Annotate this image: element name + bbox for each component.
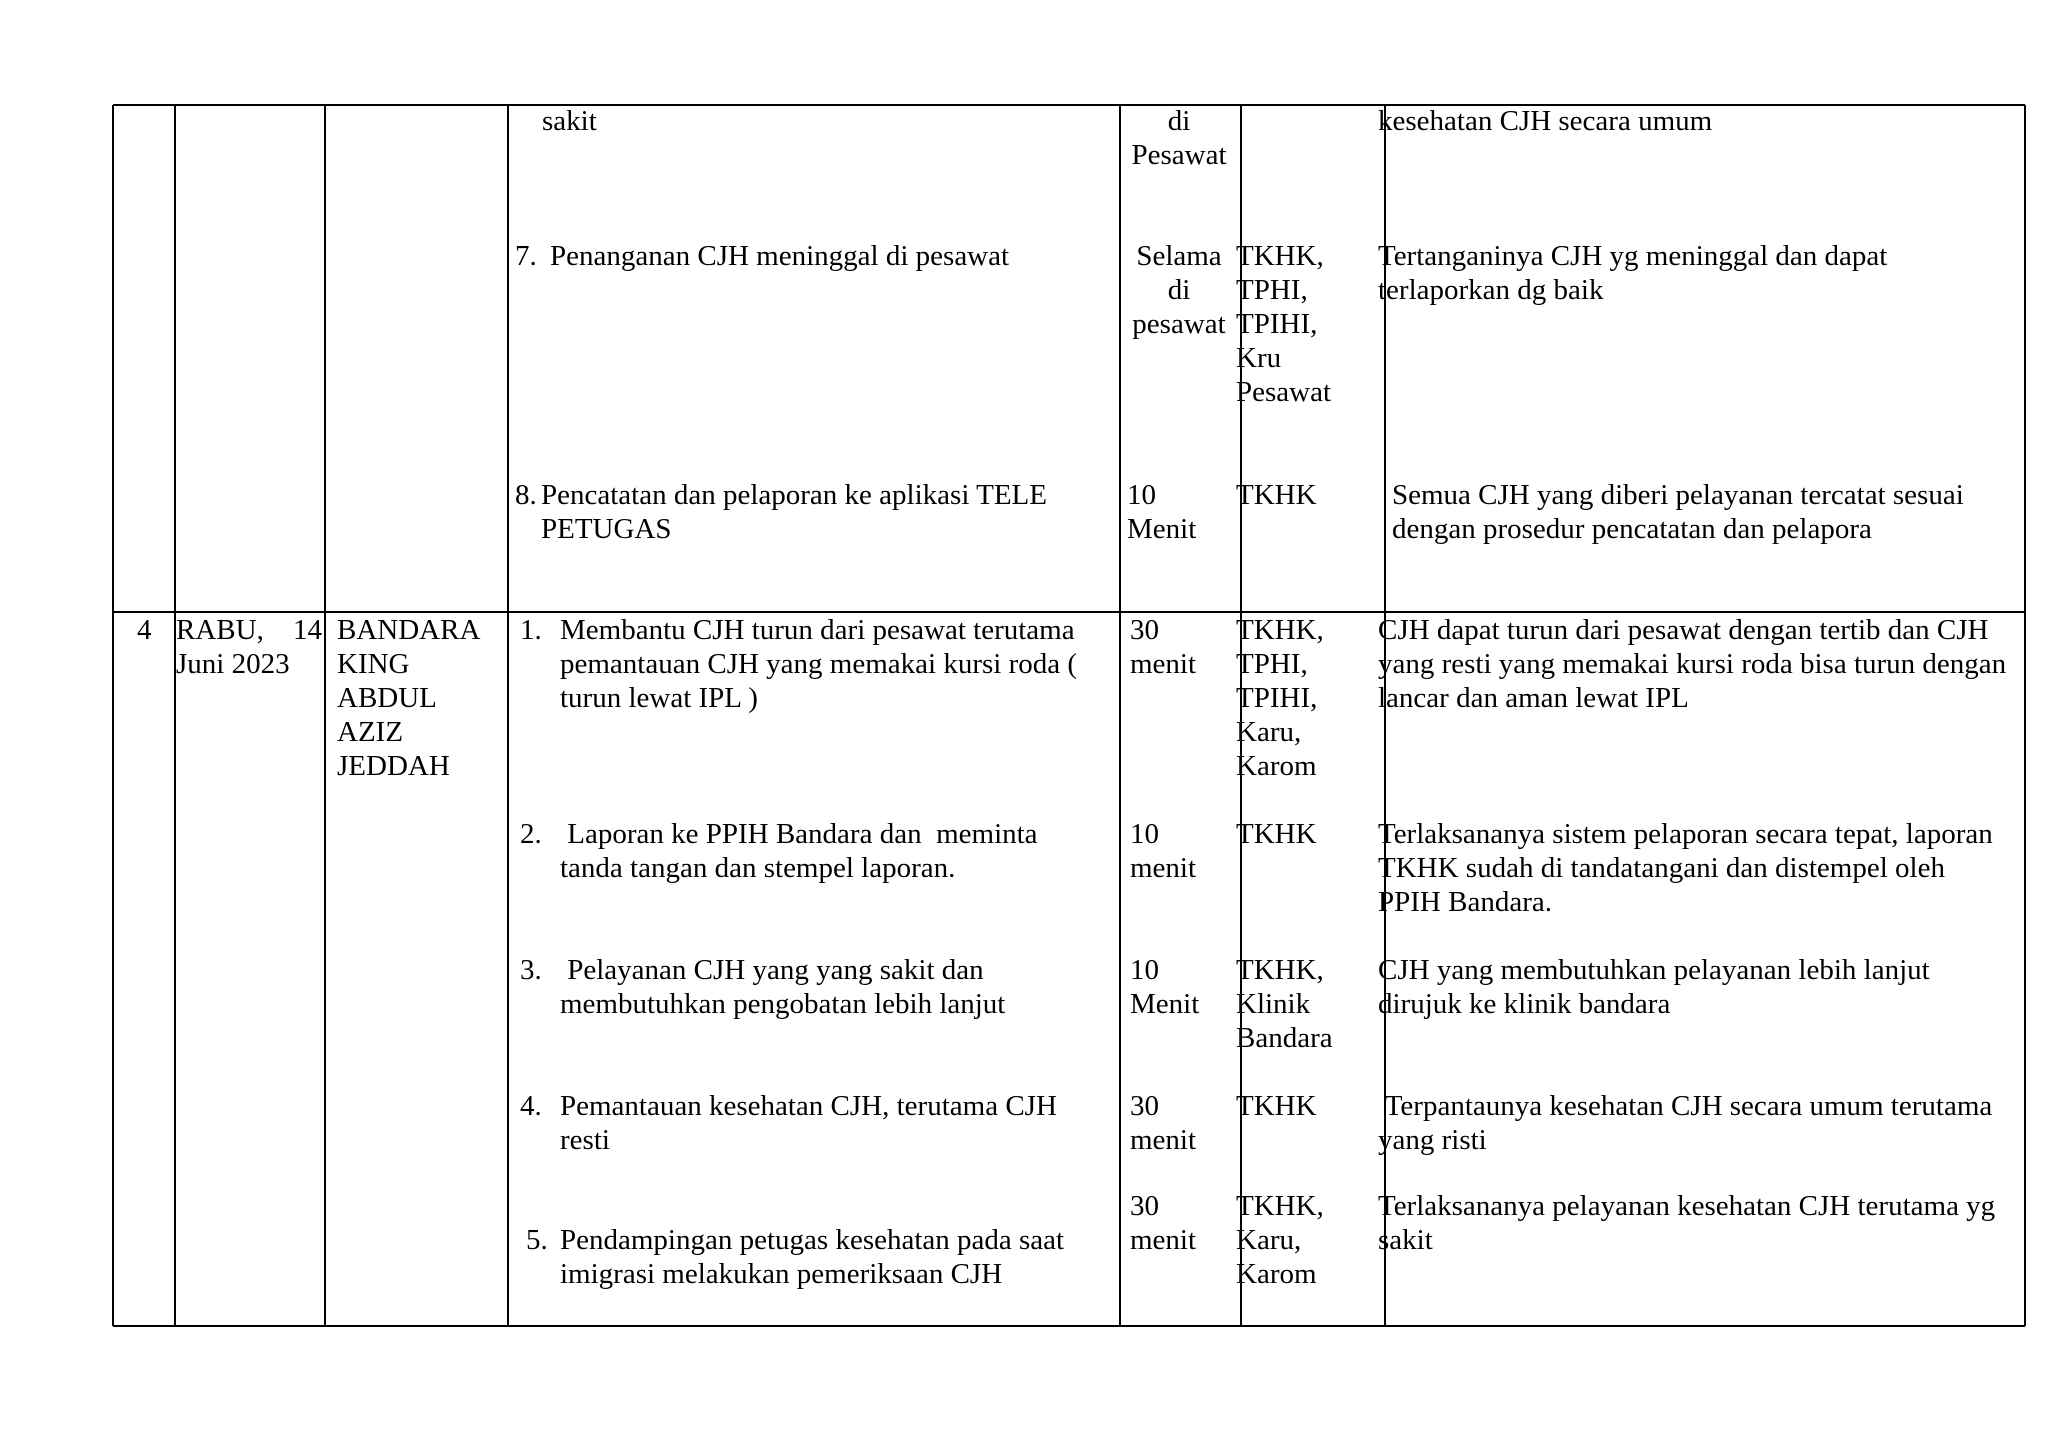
- staff-text: Pesawat: [1236, 376, 1332, 408]
- staff-text: TKHK: [1236, 479, 1317, 511]
- staff-text: TKHK,: [1236, 614, 1324, 646]
- staff-text: Klinik: [1236, 988, 1311, 1020]
- output-text: Terpantaunya kesehatan CJH secara umum terutama: [1378, 1090, 1993, 1122]
- task-text: tanda tangan dan stempel laporan.: [560, 852, 956, 884]
- duration-text: Menit: [1130, 988, 1200, 1020]
- staff-text: Karu,: [1236, 716, 1302, 748]
- duration-text: 30: [1130, 1190, 1159, 1222]
- staff-text: Karom: [1236, 1258, 1317, 1290]
- task-number: 2.: [520, 818, 542, 850]
- staff-text: Karom: [1236, 750, 1317, 782]
- task-number: 4.: [520, 1090, 542, 1122]
- staff-text: Kru: [1236, 342, 1282, 374]
- output-text: CJH dapat turun dari pesawat dengan tertib dan CJH: [1378, 614, 1989, 646]
- task-text: imigrasi melakukan pemeriksaan CJH: [560, 1258, 1003, 1290]
- staff-text: Bandara: [1236, 1022, 1333, 1054]
- output-text: yang risti: [1378, 1124, 1487, 1156]
- task-number: 7.: [515, 240, 537, 272]
- output-text: lancar dan aman lewat IPL: [1378, 682, 1689, 714]
- duration-text: 10: [1127, 479, 1156, 511]
- output-text: kesehatan CJH secara umum: [1378, 105, 1713, 137]
- staff-text: TKHK: [1236, 818, 1317, 850]
- output-text: terlaporkan dg baik: [1378, 274, 1604, 306]
- output-text: sakit: [1378, 1224, 1433, 1256]
- duration-text: Menit: [1127, 513, 1197, 545]
- duration-text: menit: [1130, 1124, 1197, 1156]
- staff-text: TPHI,: [1236, 648, 1308, 680]
- duration-text: 10: [1130, 954, 1159, 986]
- task-number: 3.: [520, 954, 542, 986]
- task-text: PETUGAS: [541, 513, 672, 545]
- output-text: Semua CJH yang diberi pelayanan tercatat sesuai: [1392, 479, 1964, 511]
- task-text: Pendampingan petugas kesehatan pada saat: [560, 1224, 1065, 1256]
- task-text: Penanganan CJH meninggal di pesawat: [550, 240, 1010, 272]
- duration-text: di: [1167, 105, 1191, 137]
- duration-text: menit: [1130, 1224, 1197, 1256]
- output-text: yang resti yang memakai kursi roda bisa turun dengan: [1378, 648, 2007, 680]
- output-text: Tertanganinya CJH yg meninggal dan dapat: [1378, 240, 1888, 272]
- output-text: dengan prosedur pencatatan dan pelapora: [1392, 513, 1872, 545]
- staff-text: TKHK,: [1236, 954, 1324, 986]
- duration-text: menit: [1130, 648, 1197, 680]
- staff-text: TKHK: [1236, 1090, 1317, 1122]
- duration-text: 30: [1130, 1090, 1159, 1122]
- date-text: RABU,: [176, 614, 264, 646]
- date-text: 14: [293, 614, 322, 646]
- staff-text: Karu,: [1236, 1224, 1302, 1256]
- task-number: 1.: [520, 614, 542, 646]
- output-text: PPIH Bandara.: [1378, 886, 1552, 918]
- output-text: CJH yang membutuhkan pelayanan lebih lanjut: [1378, 954, 1930, 986]
- staff-text: TPIHI,: [1236, 308, 1318, 340]
- row-number: 4: [137, 614, 152, 646]
- duration-text: di: [1167, 274, 1191, 306]
- duration-text: Selama: [1136, 240, 1222, 272]
- task-text: membutuhkan pengobatan lebih lanjut: [560, 988, 1006, 1020]
- staff-text: TKHK,: [1236, 240, 1324, 272]
- task-text: pemantauan CJH yang memakai kursi roda (: [560, 648, 1078, 680]
- task-text: Pencatatan dan pelaporan ke aplikasi TELE: [541, 479, 1047, 511]
- staff-text: TPIHI,: [1236, 682, 1318, 714]
- location-text: AZIZ: [337, 716, 404, 748]
- location-text: BANDARA: [337, 614, 481, 646]
- task-text: Pemantauan kesehatan CJH, terutama CJH: [560, 1090, 1057, 1122]
- duration-text: menit: [1130, 852, 1197, 884]
- task-number: 5.: [526, 1224, 548, 1256]
- duration-text: 30: [1130, 614, 1159, 646]
- task-text: resti: [560, 1124, 610, 1156]
- duration-text: pesawat: [1132, 308, 1226, 340]
- duration-text: 10: [1130, 818, 1159, 850]
- duration-text: Pesawat: [1131, 139, 1227, 171]
- output-text: dirujuk ke klinik bandara: [1378, 988, 1671, 1020]
- date-text: Juni 2023: [176, 648, 290, 680]
- task-text: Membantu CJH turun dari pesawat terutama: [560, 614, 1075, 646]
- staff-text: TPHI,: [1236, 274, 1308, 306]
- location-text: ABDUL: [337, 682, 437, 714]
- location-text: KING: [337, 648, 410, 680]
- output-text: TKHK sudah di tandatangani dan distempel oleh: [1378, 852, 1945, 884]
- task-text: turun lewat IPL ): [560, 682, 758, 714]
- output-text: Terlaksananya pelayanan kesehatan CJH terutama yg: [1378, 1190, 1996, 1222]
- task-text: Pelayanan CJH yang yang sakit dan: [560, 954, 984, 986]
- output-text: Terlaksananya sistem pelaporan secara tepat, laporan: [1378, 818, 1993, 850]
- task-text: sakit: [542, 105, 597, 137]
- staff-text: TKHK,: [1236, 1190, 1324, 1222]
- task-number: 8.: [515, 479, 537, 511]
- task-text: Laporan ke PPIH Bandara dan meminta: [560, 818, 1038, 850]
- location-text: JEDDAH: [337, 750, 450, 782]
